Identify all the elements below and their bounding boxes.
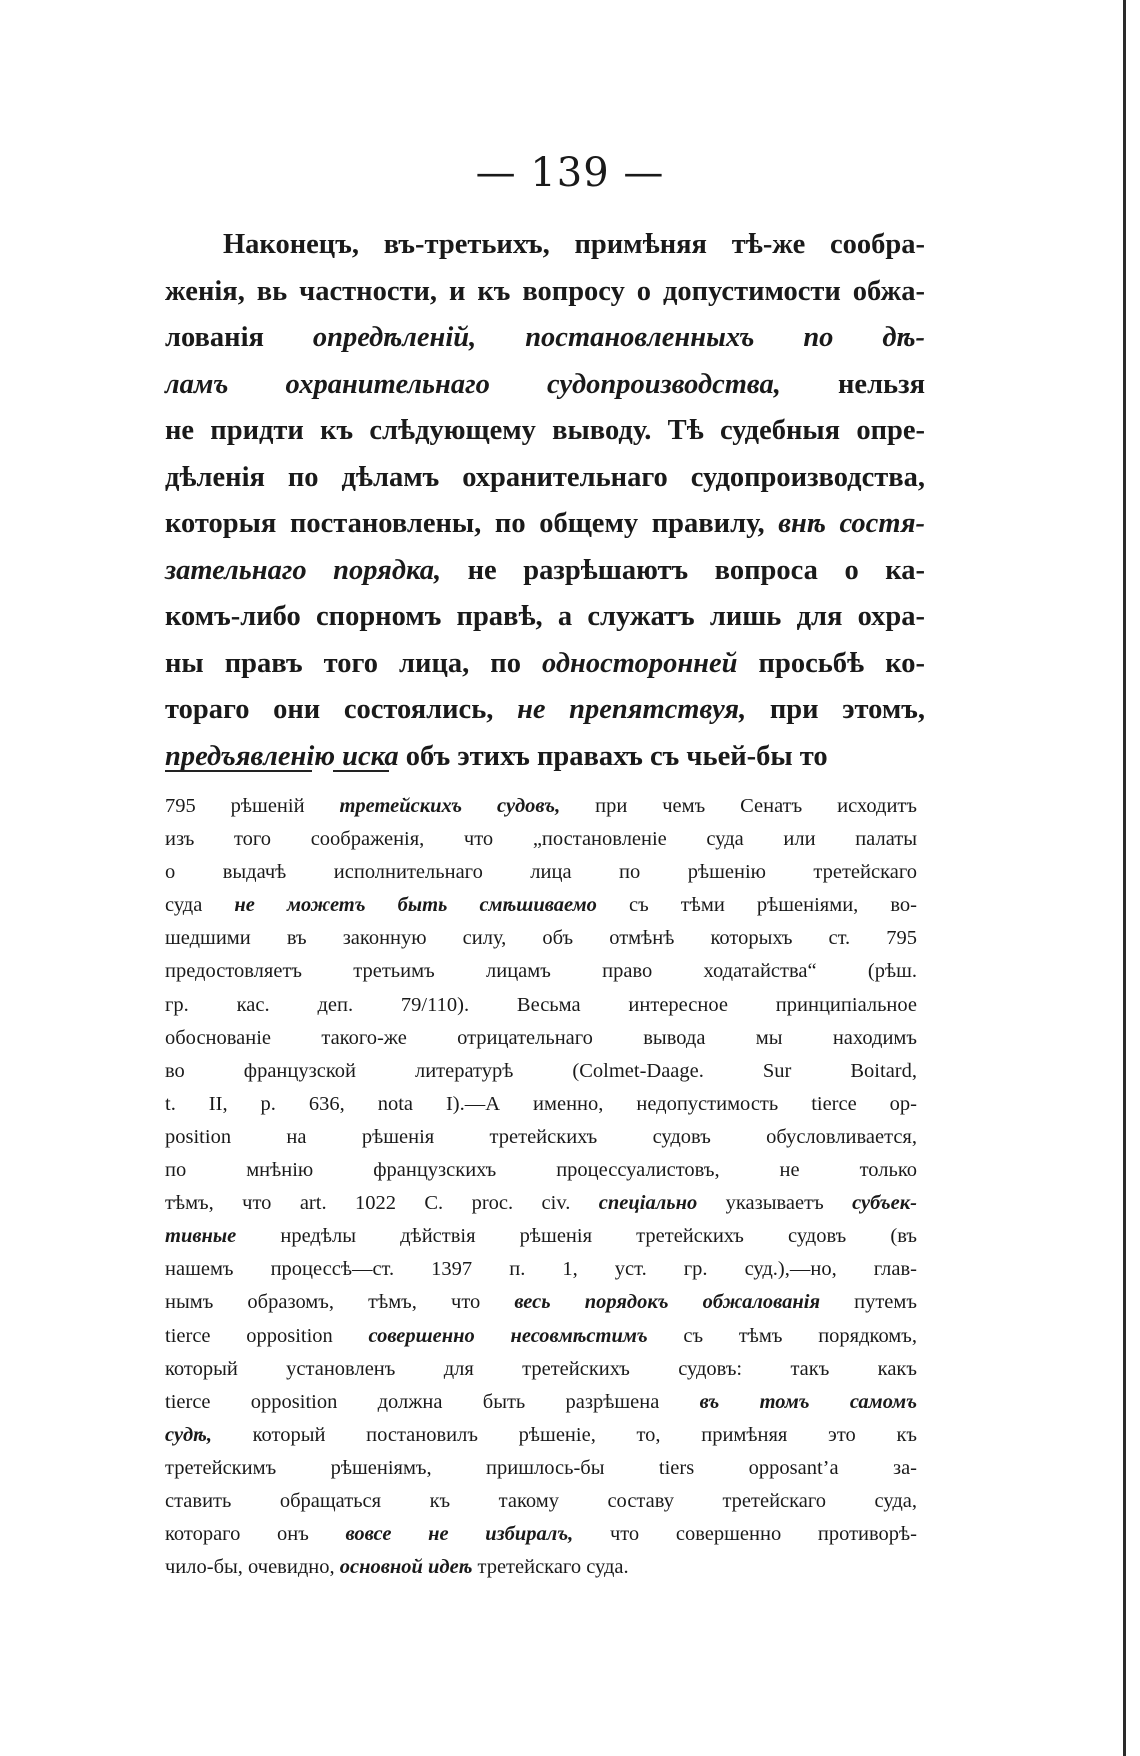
text-run: 795 рѣшеній [165,795,340,817]
italic-run: весь порядокъ обжалованія [514,1291,821,1314]
text-run: во французской литературѣ (Colmet-Daage. Sur Boitard, [165,1059,917,1082]
text-run: что совершенно противорѣ- [573,1523,917,1546]
italic-run: третейскихъ судовъ, [339,795,561,817]
footnote-line [165,1518,917,1551]
main-paragraph [165,222,925,780]
footnote-rule-long [165,770,312,772]
italic-run: въ томъ самомъ [699,1390,918,1413]
text-run: нредѣлы дѣйствія рѣшенія третейскихъ судовъ (въ [236,1225,917,1248]
footnote-line [165,1551,917,1584]
footnote-text [165,790,917,1584]
footnote-line [165,955,917,988]
footnote-line [165,856,917,889]
text-run: нельзя [780,368,925,400]
text-run: предостовляетъ третьимъ лицамъ право ходатайства“ (рѣш. [165,960,917,983]
text-run: position на рѣшенія третейскихъ судовъ обусловливается, [165,1125,917,1148]
text-run: указываетъ [697,1192,853,1215]
text-run: третейскимъ рѣшеніямъ, пришлось-бы tiers opposant’a за- [165,1456,917,1479]
footnote-line [165,1154,917,1187]
text-run: женія, вь частности, и къ вопросу о допустимости обжа- [165,275,925,307]
text-run: обоснованіе такого-же отрицательнаго вывода мы находимъ [165,1026,917,1049]
text-line [165,315,925,362]
footnote-line [165,1419,917,1452]
footnote-line [165,922,917,955]
text-line [165,594,925,641]
text-run: ставить обращаться къ такому составу третейскаго суда, [165,1489,917,1512]
page-edge-line [1123,0,1126,1756]
footnote-line [165,889,917,922]
text-run: тораго они состоялись, [165,694,518,725]
text-line [165,687,925,734]
footnote-line [165,989,917,1022]
text-run: просьбѣ ко- [737,647,925,679]
footnote-line [165,1452,917,1485]
text-run: котораго онъ [165,1523,346,1546]
footnote-line [165,790,917,823]
text-line [165,408,925,455]
text-run: который установленъ для третейскихъ судовъ: такъ какъ [165,1357,917,1380]
footnote-line [165,1121,917,1154]
italic-run: тивные [165,1225,237,1248]
footnote-line [165,1088,917,1121]
text-run: чило-бы, очевидно, [165,1556,340,1579]
footnote-line [165,1320,917,1353]
italic-run: спеціально [598,1192,698,1215]
text-run: съ тѣми рѣшеніями, во- [596,894,917,917]
text-run: не разрѣшаютъ вопроса о ка- [441,554,925,586]
text-run: о выдачѣ исполнительнаго лица по рѣшенію третейскаго [165,861,917,884]
footnote-line [165,1485,917,1518]
text-run: нашемъ процессѣ—ст. 1397 п. 1, уст. гр. суд.),—но, глав- [165,1258,917,1281]
italic-run: внѣ состя- [778,508,926,539]
text-run: суда [165,894,235,917]
italic-run: ламъ охранительнаго судопроизводства, [165,368,781,400]
italic-run: предъявленію иска [165,740,399,772]
text-run: изъ того соображенія, что „постановленіе суда или палаты [165,828,917,851]
footnote-line [165,823,917,856]
text-line [165,222,925,269]
text-run: дѣленія по дѣламъ охранительнаго судопроизводства, [165,461,925,493]
text-run: путемъ [820,1291,917,1314]
footnote-line [165,1220,917,1253]
text-run: лованія [165,322,313,353]
footnote-line [165,1386,917,1419]
footnote-line [165,1187,917,1220]
text-run: нымъ образомъ, тѣмъ, что [165,1291,515,1314]
text-line [165,641,925,688]
text-run: комъ-либо спорномъ правѣ, а служатъ лишь для охра- [165,601,925,632]
italic-run: не препятствуя, [517,694,747,725]
text-run: tierce opposition [165,1324,369,1347]
text-run: при этомъ, [746,694,926,725]
text-run: шедшими въ законную силу, объ отмѣнѣ которыхъ ст. 795 [165,927,917,950]
italic-run: вовсе не избиралъ, [345,1523,574,1546]
footnote-line [165,1353,917,1386]
italic-run: односторонней [542,647,738,679]
italic-run: совершенно несовмѣстимъ [368,1324,648,1347]
italic-run: зательнаго порядка, [165,554,442,586]
text-run: ны правъ того лица, по [165,647,543,679]
text-line [165,548,925,595]
italic-run: опредѣленій, постановленныхъ по дѣ- [312,322,925,353]
italic-run: основной идеѣ [339,1556,473,1579]
page-number: — 139 — [475,150,665,196]
text-run: t. II, p. 636, nota I).—А именно, недопустимость tierce op- [165,1092,917,1115]
text-run: который постановилъ рѣшеніе, то, примѣняя это къ [211,1423,917,1446]
footnote-rule-short [333,770,389,772]
footnote-line [165,1253,917,1286]
text-run: тѣмъ, что art. 1022 C. proc. civ. [165,1192,599,1215]
text-line [165,734,925,781]
text-line [165,455,925,502]
text-line [165,501,925,548]
italic-run: не можетъ быть смѣшиваемо [234,894,597,917]
footnote-line [165,1022,917,1055]
text-line [165,362,925,409]
text-run: tierce opposition должна быть разрѣшена [165,1390,700,1413]
text-run: которыя постановлены, по общему правилу, [165,508,779,539]
footnote-line [165,1055,917,1088]
footnote-line [165,1286,917,1319]
text-run: при чемъ Сенатъ исходитъ [560,795,917,817]
text-line [165,269,925,316]
italic-run: субъек- [852,1192,917,1215]
text-run: объ этихъ правахъ съ чьей-бы то [398,740,828,772]
text-run: по мнѣнію французскихъ процессуалистовъ, не только [165,1159,917,1182]
text-run: не придти къ слѣдующему выводу. Тѣ судебныя опре- [165,415,925,446]
text-run: гр. кас. деп. 79/110). Весьма интересное принципіальное [165,993,917,1016]
text-run: съ тѣмъ порядкомъ, [647,1324,918,1347]
italic-run: судѣ, [165,1423,212,1446]
text-run: третейскаго суда. [472,1556,629,1579]
text-run: Наконецъ, въ-третьихъ, примѣняя тѣ-же сообра- [223,229,925,260]
